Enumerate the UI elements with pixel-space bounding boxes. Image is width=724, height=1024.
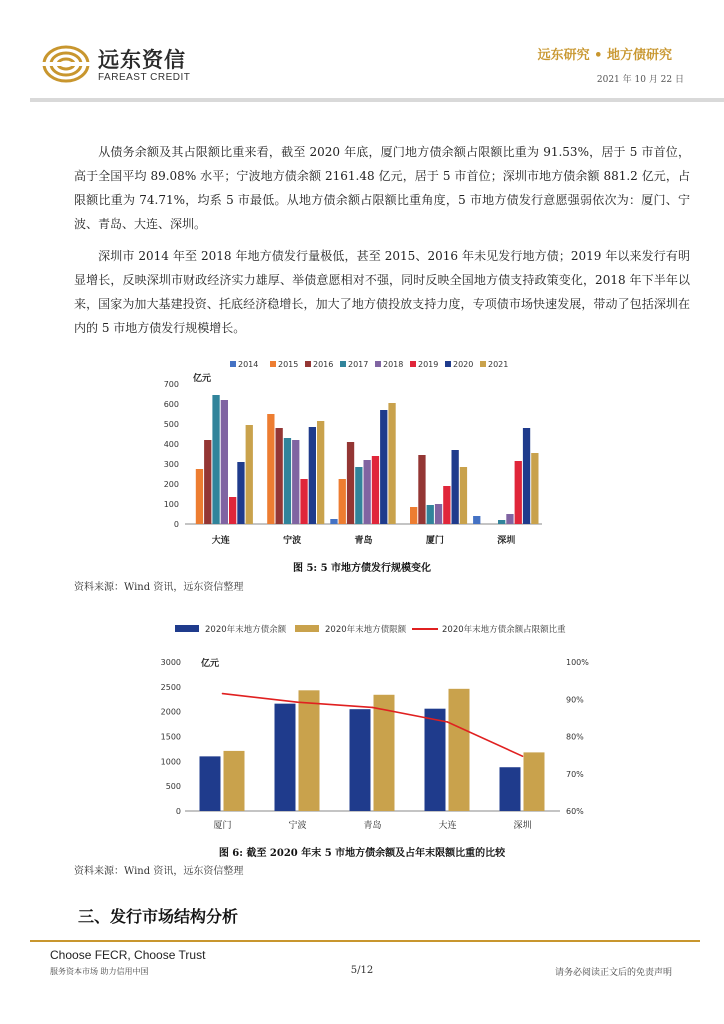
disclaimer-note: 请务必阅读正文后的免责声明 bbox=[554, 968, 672, 978]
bar-厦门-2017 bbox=[427, 505, 434, 524]
x-tick-深圳: 深圳 bbox=[497, 536, 516, 546]
x-tick-青岛: 青岛 bbox=[363, 821, 382, 831]
bar-厦门-2020 bbox=[452, 450, 459, 524]
bar-深圳-2020年末地方债限额 bbox=[524, 752, 545, 811]
legend-label-2020年末地方债余额占限额比重: 2020年末地方债余额占限额比重 bbox=[442, 625, 566, 635]
legend-label-2021: 2021 bbox=[488, 360, 509, 369]
bar-厦门-2015 bbox=[410, 507, 417, 524]
bar-宁波-2021 bbox=[317, 421, 324, 524]
page-number: 5/12 bbox=[350, 965, 374, 976]
legend-label-2020年末地方债限额: 2020年末地方债限额 bbox=[325, 625, 407, 635]
bar-大连-2018 bbox=[221, 400, 228, 524]
line-point-青岛 bbox=[372, 707, 374, 709]
bar-深圳-2014 bbox=[473, 516, 480, 524]
line-point-大连 bbox=[447, 721, 449, 723]
bar-青岛-2016 bbox=[347, 442, 354, 524]
legend-swatch-2015 bbox=[270, 361, 276, 367]
bar-宁波-2018 bbox=[292, 440, 299, 524]
header-divider bbox=[30, 98, 724, 102]
figure5-bar-chart bbox=[140, 352, 560, 552]
bar-深圳-2020 bbox=[523, 428, 530, 524]
legend-label-2018: 2018 bbox=[383, 360, 404, 369]
y-tick-0: 0 bbox=[175, 807, 181, 816]
figure5-caption: 图 5: 5 市地方债发行规模变化 bbox=[292, 563, 432, 574]
legend-label-2016: 2016 bbox=[313, 360, 334, 369]
y-tick-100: 100 bbox=[163, 500, 179, 509]
legend-label-2019: 2019 bbox=[418, 360, 439, 369]
y-tick-2500: 2500 bbox=[160, 682, 181, 692]
legend-label-2014: 2014 bbox=[238, 360, 259, 369]
legend-swatch-2021 bbox=[480, 361, 486, 367]
legend-swatch-2019 bbox=[410, 361, 416, 367]
bar-深圳-2019 bbox=[515, 461, 522, 524]
bar-大连-2017 bbox=[212, 395, 219, 524]
bar-青岛-2019 bbox=[372, 456, 379, 524]
bar-宁波-2020年末地方债限额 bbox=[299, 690, 320, 811]
legend-swatch-2018 bbox=[375, 361, 381, 367]
bar-深圳-2017 bbox=[498, 520, 505, 524]
bar-宁波-2020年末地方债余额 bbox=[275, 704, 296, 811]
y2-tick-60: 60% bbox=[566, 807, 584, 816]
bar-厦门-2020年末地方债限额 bbox=[224, 751, 245, 811]
bar-厦门-2019 bbox=[443, 486, 450, 524]
bar-青岛-2018 bbox=[364, 460, 371, 524]
y-axis-unit: 亿元 bbox=[193, 374, 212, 384]
legend-swatch-2014 bbox=[230, 361, 236, 367]
figure6-caption: 图 6: 截至 2020 年末 5 市地方债余额及占年末限额比重的比较 bbox=[218, 848, 506, 859]
paragraph-shenzhen-issuance: 深圳市 2014 年至 2018 年地方债发行量极低，甚至 2015、2016 年未见发行地方债；2019 年以来发行有明显增长，反映深圳市财政经济实力雄厚、举债意愿相对不强，同时反映全国地方债支持政策变化，2018 年下半年以来，国家为加大基建投资、托底经济稳增长，加大了地方债投放支持力度，专项债市场快速发展，带动了包括深圳在内的 5 市地方债发行规模增长。 bbox=[74, 249, 690, 335]
bar-大连-2020 bbox=[237, 462, 244, 524]
legend-label-2017: 2017 bbox=[348, 360, 369, 369]
x-tick-大连: 大连 bbox=[438, 821, 457, 831]
line-point-深圳 bbox=[522, 755, 524, 757]
figure5-source: 资料来源：Wind 资讯，远东资信整理 bbox=[74, 582, 244, 593]
footer-brand: Choose FECR, Choose Trust bbox=[50, 948, 206, 962]
y-tick-1000: 1000 bbox=[160, 757, 181, 767]
x-tick-宁波: 宁波 bbox=[283, 536, 302, 546]
y-tick-500: 500 bbox=[165, 782, 181, 792]
legend-swatch-2016 bbox=[305, 361, 311, 367]
bar-深圳-2018 bbox=[506, 514, 513, 524]
section-heading: 三、发行市场结构分析 bbox=[78, 907, 239, 926]
bar-大连-2020年末地方债余额 bbox=[425, 709, 446, 811]
legend-label-2020: 2020 bbox=[453, 360, 474, 369]
bar-深圳-2021 bbox=[531, 453, 538, 524]
x-tick-厦门: 厦门 bbox=[425, 536, 444, 546]
y-axis-unit: 亿元 bbox=[201, 659, 220, 669]
x-tick-大连: 大连 bbox=[211, 536, 230, 546]
y2-tick-80: 80% bbox=[566, 732, 584, 742]
y2-tick-70: 70% bbox=[566, 769, 584, 779]
bar-青岛-2014 bbox=[330, 519, 337, 524]
bar-宁波-2019 bbox=[300, 479, 307, 524]
y2-tick-100: 100% bbox=[566, 658, 589, 667]
bar-深圳-2020年末地方债余额 bbox=[500, 767, 521, 811]
bar-大连-2020年末地方债限额 bbox=[449, 689, 470, 811]
y-tick-700: 700 bbox=[163, 380, 179, 389]
bar-厦门-2021 bbox=[460, 467, 467, 524]
bar-青岛-2021 bbox=[388, 403, 395, 524]
y-tick-200: 200 bbox=[163, 480, 179, 489]
paragraph-debt-balance: 从债务余额及其占限额比重来看，截至 2020 年底，厦门地方债余额占限额比重为 91.53%，居于 5 市首位，高于全国平均 89.08% 水平；宁波地方债余额 2161.48 亿元，居于 5 市首位；深圳市地方债余额 881.2 亿元，占限额比重为 74.71%，均系 5 市最低。从地方债余额占限额比重角度，5 市地方债发行意愿强弱依次为：厦门、宁波、青岛、大连、深圳。 bbox=[74, 145, 690, 231]
x-tick-厦门: 厦门 bbox=[213, 821, 232, 831]
legend-swatch-2020 bbox=[445, 361, 451, 367]
y-tick-0: 0 bbox=[173, 520, 179, 529]
bar-大连-2016 bbox=[204, 440, 211, 524]
report-date: 2021 年 10 月 22 日 bbox=[596, 75, 684, 85]
bar-青岛-2020 bbox=[380, 410, 387, 524]
fareast-logo-icon bbox=[42, 44, 90, 84]
logo-english-name: FAREAST CREDIT bbox=[98, 72, 191, 83]
legend-swatch-2017 bbox=[340, 361, 346, 367]
bar-厦门-2016 bbox=[418, 455, 425, 524]
bar-青岛-2020年末地方债余额 bbox=[350, 709, 371, 811]
bar-青岛-2017 bbox=[355, 467, 362, 524]
legend-swatch-2020年末地方债限额 bbox=[295, 625, 319, 632]
bar-大连-2015 bbox=[196, 469, 203, 524]
logo-chinese-name: 远东资信 bbox=[98, 48, 186, 72]
bar-厦门-2018 bbox=[435, 504, 442, 524]
bar-大连-2021 bbox=[246, 425, 253, 524]
x-tick-青岛: 青岛 bbox=[354, 536, 373, 546]
bar-厦门-2020年末地方债余额 bbox=[200, 756, 221, 811]
line-point-宁波 bbox=[297, 701, 299, 703]
y-tick-1500: 1500 bbox=[160, 732, 181, 742]
y-tick-600: 600 bbox=[163, 400, 179, 409]
y-tick-400: 400 bbox=[163, 440, 179, 449]
legend-label-2020年末地方债余额: 2020年末地方债余额 bbox=[205, 625, 287, 635]
y2-tick-90: 90% bbox=[566, 695, 584, 705]
bar-宁波-2017 bbox=[284, 438, 291, 524]
bar-青岛-2020年末地方债限额 bbox=[374, 695, 395, 811]
bar-青岛-2015 bbox=[339, 479, 346, 524]
y-tick-500: 500 bbox=[163, 420, 179, 429]
footer-tagline: 服务资本市场 助力信用中国 bbox=[50, 967, 149, 976]
bar-大连-2019 bbox=[229, 497, 236, 524]
y-tick-2000: 2000 bbox=[160, 707, 181, 717]
y-tick-3000: 3000 bbox=[160, 658, 181, 667]
legend-swatch-2020年末地方债余额 bbox=[175, 625, 199, 632]
x-tick-宁波: 宁波 bbox=[288, 821, 307, 831]
bar-宁波-2020 bbox=[309, 427, 316, 524]
footer-divider bbox=[30, 940, 700, 942]
x-tick-深圳: 深圳 bbox=[513, 821, 532, 831]
y-tick-300: 300 bbox=[163, 460, 179, 469]
figure6-combo-chart bbox=[150, 620, 600, 838]
figure6-source: 资料来源：Wind 资讯，远东资信整理 bbox=[74, 866, 244, 877]
legend-label-2015: 2015 bbox=[278, 360, 299, 369]
report-series-title: 远东研究 • 地方债研究 bbox=[537, 48, 672, 63]
bar-宁波-2016 bbox=[276, 428, 283, 524]
bar-宁波-2015 bbox=[267, 414, 274, 524]
line-2020年末地方债余额占限额比重 bbox=[223, 694, 523, 757]
line-point-厦门 bbox=[222, 693, 224, 695]
